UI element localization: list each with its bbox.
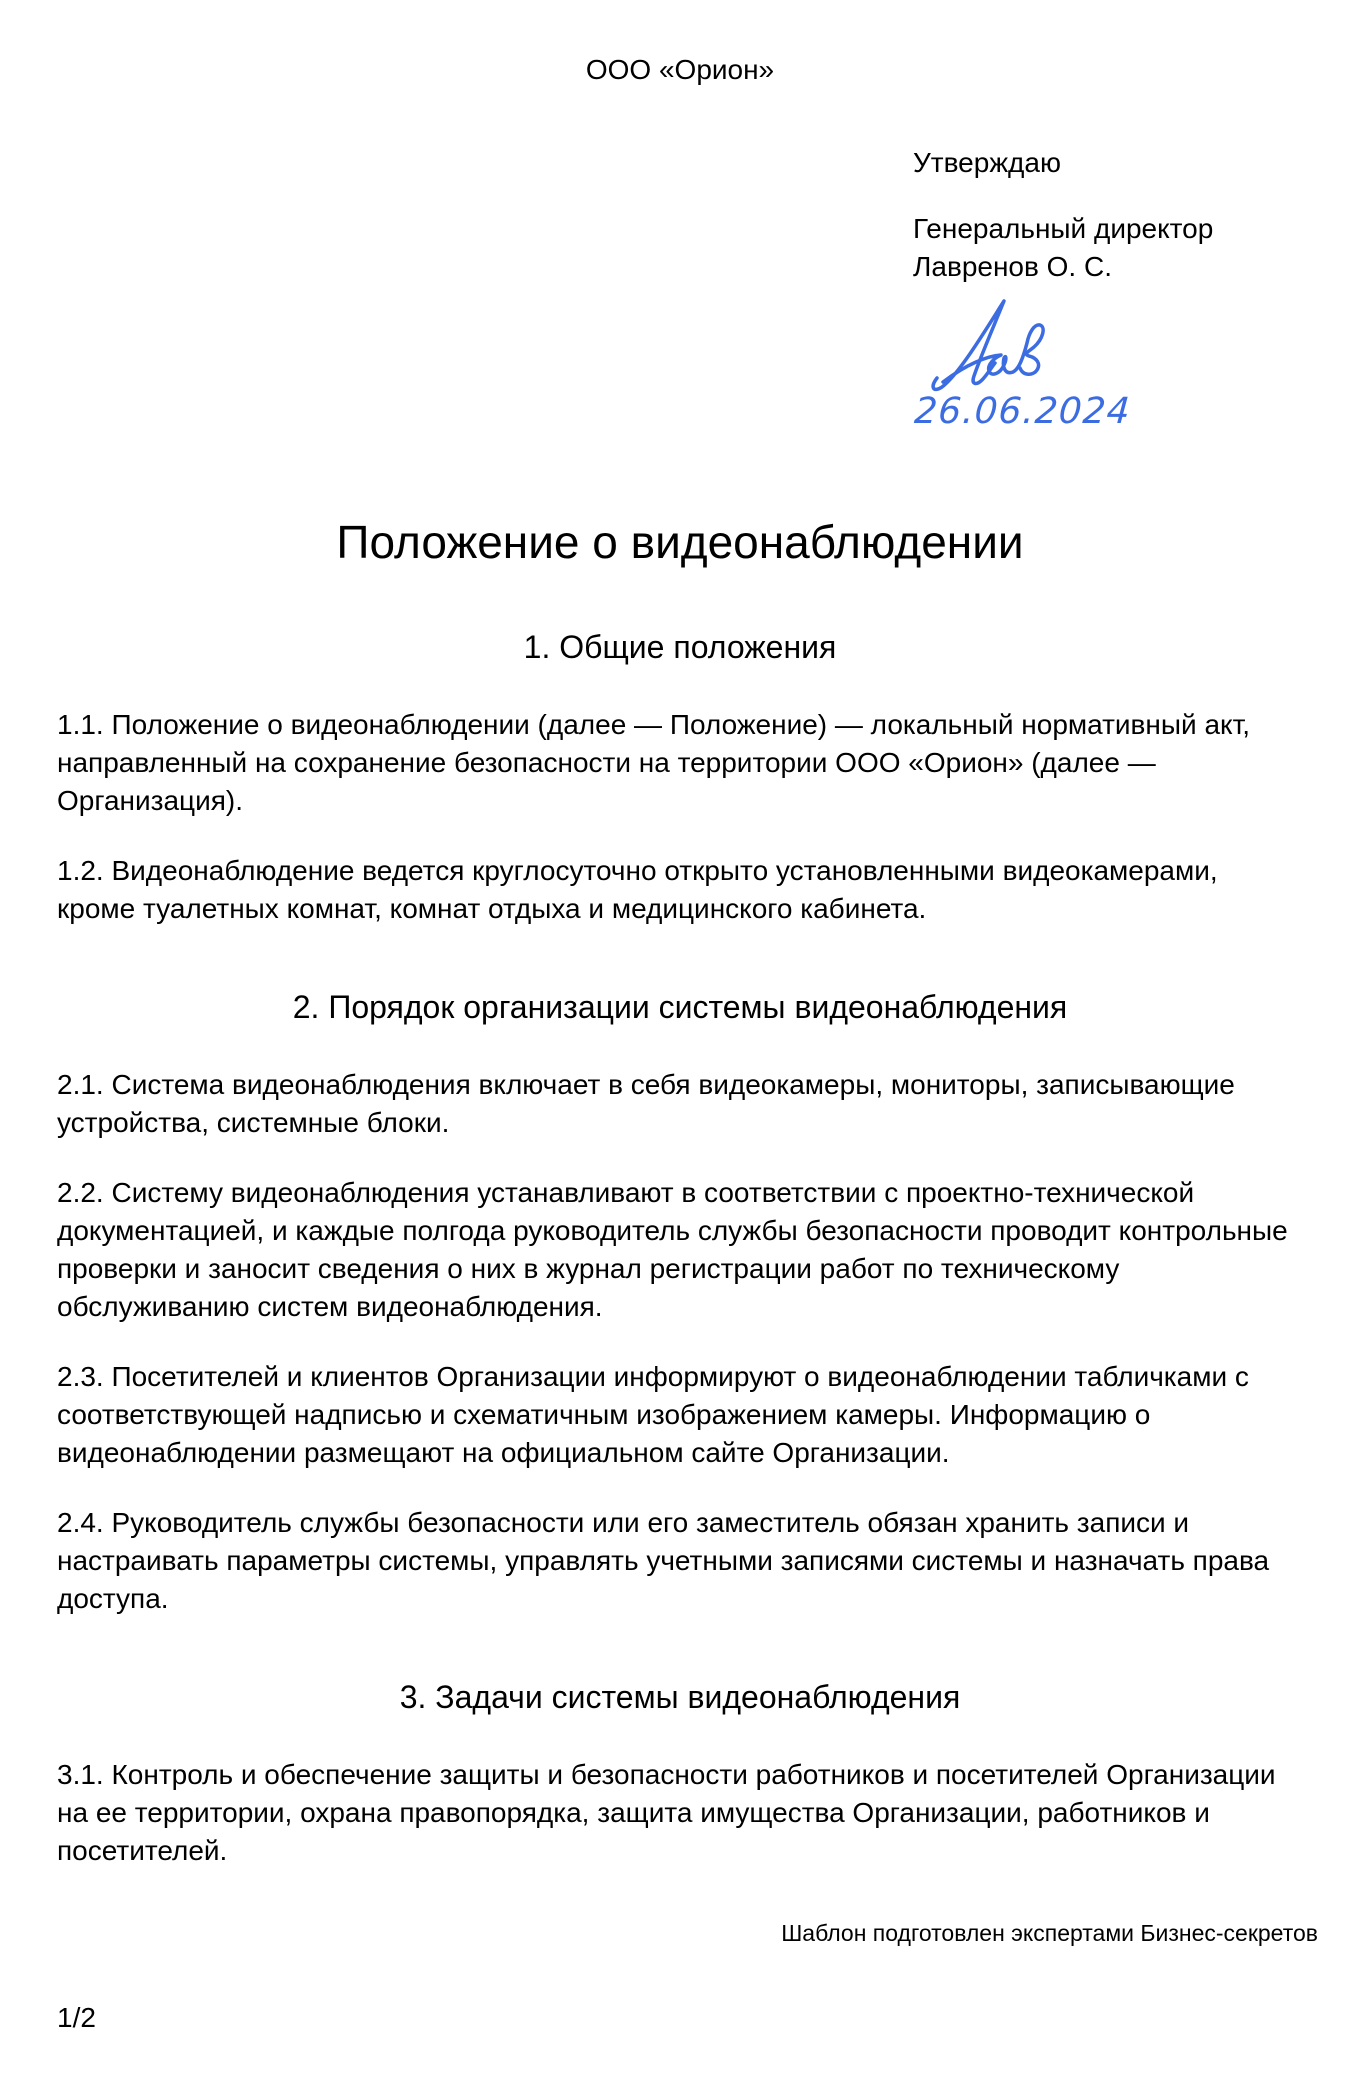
org-name: ООО «Орион» — [585, 54, 775, 85]
approval-date: 26.06.2024 — [913, 391, 1132, 432]
paragraph-1-2: 1.2. Видеонаблюдение ведется круглосуточно открыто установленными видеокамерами, кроме туалетных комнат, комнат отдыха и медицинского кабинета. — [57, 855, 1218, 924]
approval-block — [913, 144, 1303, 432]
paragraph-2-2: 2.2. Систему видеонаблюдения устанавливают в соответствии с проектно-технической документацией, и каждые полгода руководитель службы безопасности проводит контрольные проверки и заносит сведения о них в журнал регистрации работ по техническому обслуживанию систем видеонаблюдения. — [57, 1177, 1288, 1322]
section-heading-2: 2. Порядок организации системы видеонаблюдения — [292, 989, 1068, 1025]
section-heading-1: 1. Общие положения — [523, 629, 837, 665]
section-heading-3: 3. Задачи системы видеонаблюдения — [399, 1679, 961, 1715]
paragraph-2-1: 2.1. Система видеонаблюдения включает в себя видеокамеры, мониторы, записывающие устройства, системные блоки. — [57, 1069, 1235, 1138]
signature-icon — [927, 296, 1077, 392]
paragraph-3-1: 3.1. Контроль и обеспечение защиты и безопасности работников и посетителей Организации на ее территории, охрана правопорядка, защита имущества Организации, работников и посетителей. — [57, 1759, 1276, 1866]
paragraph-2-4: 2.4. Руководитель службы безопасности или его заместитель обязан хранить записи и настраивать параметры системы, управлять учетными записями системы и назначать права доступа. — [57, 1507, 1270, 1614]
approve-label: Утверждаю — [913, 147, 1061, 178]
approver-title: Генеральный директор — [913, 213, 1214, 244]
paragraph-1-1: 1.1. Положение о видеонаблюдении (далее — Положение) — локальный нормативный акт, направленный на сохранение безопасности на территории ООО «Орион» (далее — Организация). — [57, 709, 1251, 816]
template-note: Шаблон подготовлен экспертами Бизнес-секретов — [781, 1920, 1318, 1946]
paragraph-2-3: 2.3. Посетителей и клиентов Организации информируют о видеонаблюдении табличками с соответствующей надписью и схематичным изображением камеры. Информацию о видеонаблюдении размещают на официальном сайте Организации. — [57, 1361, 1249, 1468]
document-title: Положение о видеонаблюдении — [336, 516, 1024, 568]
page-number: 1/2 — [57, 2002, 96, 2033]
approver-name: Лавренов О. С. — [913, 251, 1112, 282]
